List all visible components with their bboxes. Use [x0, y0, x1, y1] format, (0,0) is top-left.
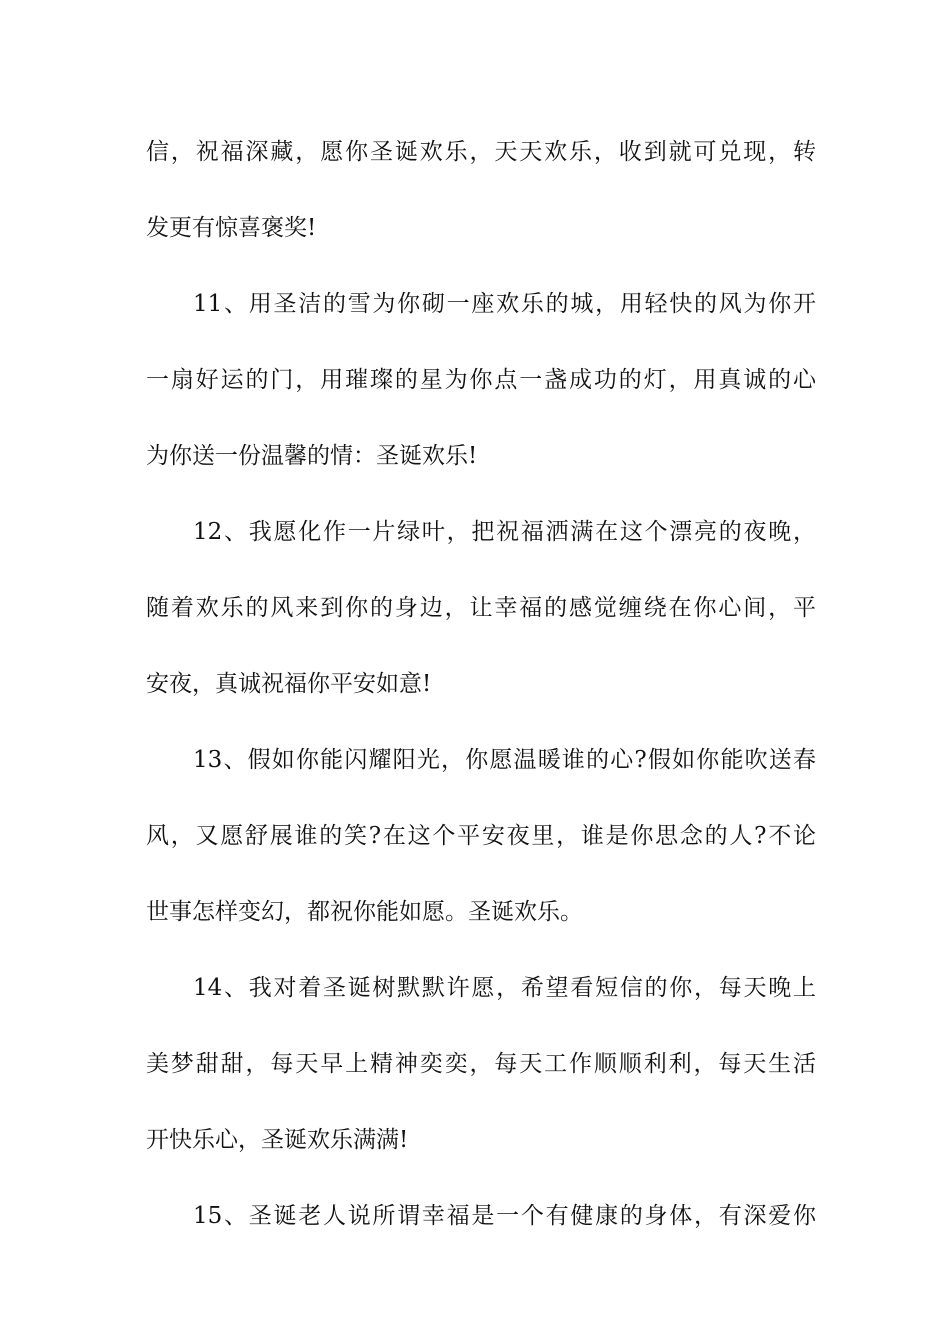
text-line: 开快乐心，圣诞欢乐满满! — [146, 1127, 409, 1153]
paragraph-13-start: 13、假如你能闪耀阳光，你愿温暖谁的心?假如你能吹送春 — [193, 747, 816, 773]
text-line: 安夜，真诚祝福你平安如意! — [146, 671, 432, 697]
text-line: 为你送一份温馨的情：圣诞欢乐! — [146, 443, 478, 469]
text-line: 风，又愿舒展谁的笑?在这个平安夜里，谁是你思念的人?不论 — [146, 823, 816, 849]
paragraph-15-start: 15、圣诞老人说所谓幸福是一个有健康的身体，有深爱你 — [193, 1203, 816, 1229]
paragraph-14-start: 14、我对着圣诞树默默许愿，希望看短信的你，每天晚上 — [193, 975, 816, 1001]
text-line: 美梦甜甜，每天早上精神奕奕，每天工作顺顺利利，每天生活 — [146, 1051, 816, 1077]
text-line: 发更有惊喜褒奖! — [146, 215, 317, 241]
text-line: 信，祝福深藏，愿你圣诞欢乐，天天欢乐，收到就可兑现，转 — [146, 139, 816, 165]
text-line: 世事怎样变幻，都祝你能如愿。圣诞欢乐。 — [146, 899, 583, 925]
text-line: 一扇好运的门，用璀璨的星为你点一盏成功的灯，用真诚的心 — [146, 367, 816, 393]
text-line: 随着欢乐的风来到你的身边，让幸福的感觉缠绕在你心间，平 — [146, 595, 816, 621]
paragraph-11-start: 11、用圣洁的雪为你砌一座欢乐的城，用轻快的风为你开 — [193, 291, 816, 317]
paragraph-12-start: 12、我愿化作一片绿叶，把祝福洒满在这个漂亮的夜晚， — [193, 519, 816, 545]
